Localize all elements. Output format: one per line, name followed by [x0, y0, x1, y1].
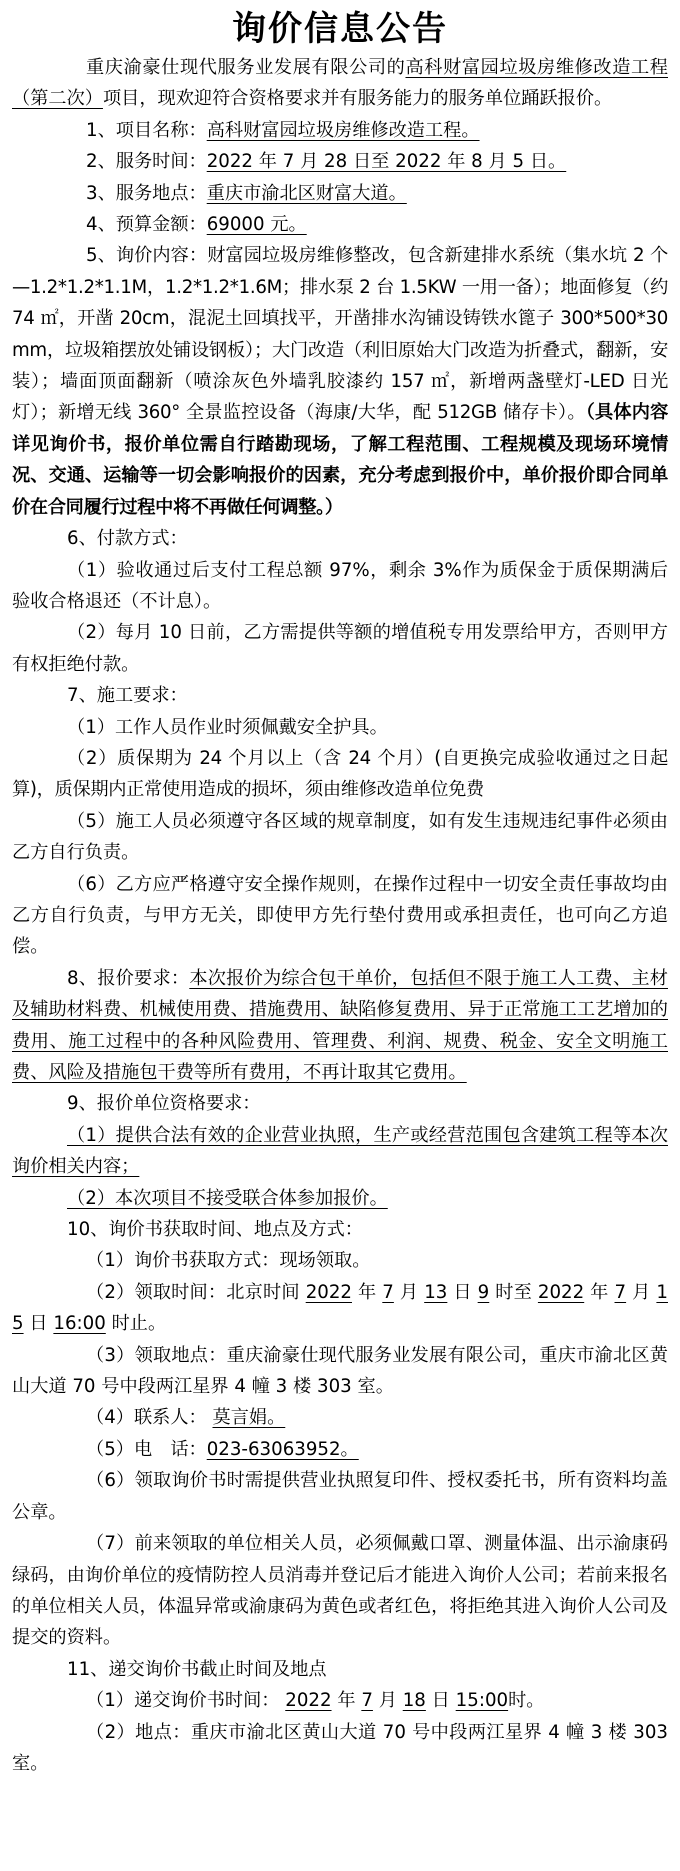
service-time-value: 2022 年 7 月 28 日至 2022 年 8 月 5 日。: [206, 151, 567, 173]
submit-hour: 15:00: [455, 1690, 509, 1712]
intro-project-name: 高科财富园垃圾房维修改造工程（第二次）: [12, 57, 668, 110]
submit-year: 2022: [285, 1690, 332, 1712]
section-1: [12, 115, 668, 146]
qualification-item-1-text: （1）提供合法有效的企业营业执照，生产或经营范围包含建筑工程等本次询价相关内容；: [12, 1124, 668, 1178]
construction-item-5: （5）施工人员必须遵守各区域的规章制度，如有发生违规违纪事件必须由乙方自行负责。: [12, 810, 668, 864]
contact-phone: （5）电 话：023-63063952。: [86, 1438, 359, 1460]
obtain-documents: （6）领取询价书时需提供营业执照复印件、授权委托书，所有资料均盖公章。: [12, 1470, 668, 1523]
qualification-item-1: [12, 1120, 668, 1183]
section-3-label: 3、服务地点：: [86, 182, 207, 204]
obtain-start-month: 7: [382, 1281, 394, 1303]
contact-phone-value: 023-63063952。: [206, 1438, 359, 1460]
intro-paragraph: [12, 52, 668, 115]
quote-requirement-value: 本次报价为综合包干单价，包括但不限于施工人工费、主材及辅助材料费、机械使用费、措施费用、缺陷修复费用、异于正常施工工艺增加的费用、施工过程中的各种风险费用、管理费、利润、规费、税金、安全文明施工费、风险及措施包干费等所有费用，不再计取其它费用。: [12, 967, 668, 1083]
section-5: [12, 240, 668, 523]
obtain-end-year: 2022: [537, 1281, 585, 1303]
section-1-label: 1、项目名称：: [86, 119, 207, 141]
obtain-start-hour: 9: [477, 1281, 490, 1303]
intro-tail: 项目，现欢迎符合资格要求并有服务能力的服务单位踊跃报价。: [102, 88, 613, 110]
construction-item-2: （2）质保期为 24 个月以上（含 24 个月）(自更换完成验收通过之日起算)，质保期内正常使用造成的损坏，须由维修改造单位免费: [12, 747, 668, 801]
section-3: [12, 178, 668, 209]
section-10-heading: 10、询价书获取时间、地点及方式：: [67, 1219, 363, 1241]
qualification-item-2: [12, 1183, 668, 1214]
section-6-heading: 6、付款方式：: [67, 528, 188, 550]
section-7-heading: 7、施工要求：: [67, 685, 188, 707]
obtain-end-day: 15: [12, 1281, 668, 1335]
section-11-heading: 11、递交询价书截止时间及地点: [67, 1658, 327, 1680]
contact-person: （4）联系人： 莫言娟。: [86, 1407, 286, 1429]
submit-month: 7: [361, 1690, 373, 1712]
epidemic-requirements: （7）前来领取的单位相关人员，必须佩戴口罩、测量体温、出示渝康码绿码，由询价单位的疫情防控人员消毒并登记后才能进入询价人公司；若前来报名的单位相关人员，体温异常或渝康码为黄色或者红色，将拒绝其进入询价人公司及提交的资料。: [12, 1533, 668, 1649]
submit-time: （1）递交询价书时间： 2022 年 7 月 18 日 15:00时。: [86, 1690, 545, 1712]
contact-person-value: 莫言娟。: [212, 1407, 286, 1429]
intro-company: 重庆渝豪仕现代服务业发展有限公司的: [86, 57, 406, 78]
obtain-start-day: 13: [424, 1281, 448, 1303]
section-8: [12, 963, 668, 1089]
obtain-time: （2）领取时间：北京时间 2022 年 7 月 13 日 9 时至 2022 年 7 月 15 日 16:00 时止。: [12, 1281, 668, 1335]
obtain-end-hour: 16:00: [53, 1313, 106, 1335]
section-2: [12, 146, 668, 177]
payment-item-1: （1）验收通过后支付工程总额 97%，剩余 3%作为质保金于质保期满后验收合格退还（不计息）。: [12, 559, 668, 612]
construction-item-6: （6）乙方应严格遵守安全操作规则，在操作过程中一切安全责任事故均由乙方自行负责，与甲方无关，即使甲方先行垫付费用或承担责任，也可向乙方追偿。: [12, 873, 668, 958]
qualification-item-2-text: （2）本次项目不接受联合体参加报价。: [67, 1187, 388, 1209]
section-9-heading: 9、报价单位资格要求：: [67, 1093, 261, 1115]
obtain-method: （1）询价书获取方式：现场领取。: [86, 1250, 371, 1272]
section-4: [12, 209, 668, 240]
section-2-label: 2、服务时间：: [86, 151, 207, 173]
obtain-start-year: 2022: [305, 1281, 352, 1303]
project-name-value: 高科财富园垃圾房维修改造工程。: [206, 119, 480, 141]
section-4-label: 4、预算金额：: [86, 214, 207, 236]
inquiry-content: 5、询价内容：财富园垃圾房维修整改，包含新建排水系统（集水坑 2 个—1.2*1.2*1.1M，1.2*1.2*1.6M；排水泵 2 台 1.5KW 一用一备）；地面修复（约 74 ㎡，开凿 20cm，混泥土回填找平，开凿排水沟铺设铸铁水篦子 300*500*30mm，垃圾箱摆放处铺设钢板）；大门改造（利旧原始大门改造为折叠式，翻新，安装）；墙面顶面翻新（喷涂灰色外墙乳胶漆约 157 ㎡，新增两盏壁灯-LED 日光灯）；新增无线 360° 全景监控设备（海康/大华，配 512GB 储存卡）。: [12, 245, 668, 424]
submit-location: （2）地点：重庆市渝北区黄山大道 70 号中段两江星界 4 幢 3 楼 303 室。: [12, 1721, 668, 1774]
service-location-value: 重庆市渝北区财富大道。: [206, 182, 407, 204]
construction-item-1: （1）工作人员作业时须佩戴安全护具。: [67, 716, 388, 738]
submit-day: 18: [402, 1690, 426, 1712]
budget-value: 69000 元。: [206, 214, 307, 236]
obtain-location: （3）领取地点：重庆渝豪仕现代服务业发展有限公司，重庆市渝北区黄山大道 70 号中段两江星界 4 幢 3 楼 303 室。: [12, 1344, 668, 1398]
obtain-end-month: 7: [614, 1281, 627, 1303]
inquiry-content-bold-note: （具体内容详见询价书，报价单位需自行踏勘现场，了解工程范围、工程规模及现场环境情况、交通、运输等一切会影响报价的因素，充分考虑到报价中，单价报价即合同单价在合同履行过程中将不再做任何调整。）: [12, 402, 668, 518]
payment-item-2: （2）每月 10 日前，乙方需提供等额的增值税专用发票给甲方，否则甲方有权拒绝付款。: [12, 622, 668, 675]
page-title: 询价信息公告: [232, 9, 448, 49]
section-8-label: 8、报价要求：: [67, 967, 190, 989]
